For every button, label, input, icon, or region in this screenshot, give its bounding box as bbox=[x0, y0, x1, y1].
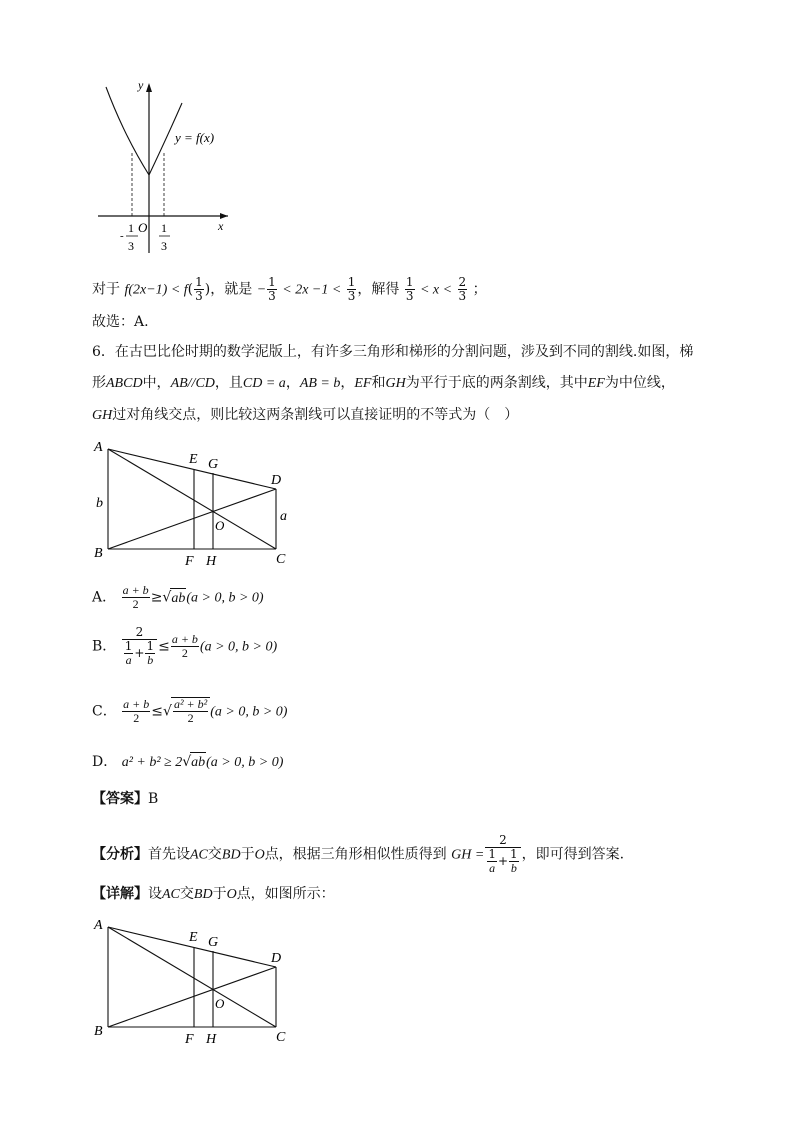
tick-pos-num: 1 bbox=[161, 221, 167, 235]
svg-text:C: C bbox=[276, 552, 286, 567]
svg-text:F: F bbox=[185, 554, 194, 569]
answer-line bbox=[92, 789, 158, 809]
question-line-3: GH过对角线交点，则比较这两条割线可以直接证明的不等式为（ ） bbox=[92, 407, 519, 423]
tick-pos-den: 3 bbox=[161, 239, 167, 253]
svg-text:D: D bbox=[271, 473, 282, 488]
svg-text:G: G bbox=[208, 457, 219, 472]
svg-text:E: E bbox=[189, 452, 198, 467]
svg-text:A: A bbox=[94, 440, 103, 455]
svg-text:a: a bbox=[280, 509, 287, 524]
function-graph bbox=[90, 75, 250, 260]
svg-text:F: F bbox=[185, 1032, 194, 1047]
svg-text:D: D bbox=[271, 951, 282, 966]
y-axis-arrow bbox=[146, 83, 152, 92]
option-b[interactable]: B． 2 $\frac{1}{a}$ + $\frac{1}{b}$ ≤ $\frac{a + b}{2}$ (a > 0, b > 0) bbox=[92, 625, 278, 667]
origin-label: O bbox=[138, 220, 148, 235]
y-axis-label: y bbox=[138, 78, 144, 92]
tick-neg-num: 1 bbox=[128, 221, 134, 235]
svg-text:O: O bbox=[215, 996, 225, 1011]
tick-neg-sign: - bbox=[120, 230, 124, 242]
svg-text:B: B bbox=[94, 1024, 103, 1039]
svg-text:C: C bbox=[276, 1030, 286, 1045]
curve-left bbox=[106, 87, 149, 175]
option-c[interactable]: C． $\frac{a + b}{2}$ ≤√ $\frac{\text{a² + b²}}{2}$ (a > 0, b > 0) bbox=[92, 697, 288, 725]
question-line-1: 6．在古巴比伦时期的数学泥版上，有许多三角形和梯形的分割问题，涉及到不同的割线.如图，梯 bbox=[92, 344, 694, 360]
question-line-2: 形ABCD中，AB//CD，且CD = a，AB = b，EF和GH为平行于底的两条割线，其中EF为中位线， bbox=[92, 375, 675, 391]
detail-line: 【详解】设AC交BD于O点，如图所示： bbox=[92, 886, 335, 902]
option-a[interactable]: A． $\frac{a + b}{2}$ ≥√ab(a > 0, b > 0) bbox=[92, 583, 264, 611]
x-axis-label: x bbox=[218, 219, 224, 233]
tick-neg-den: 3 bbox=[128, 239, 134, 253]
inequality-lhs: f(2x−1) < f bbox=[124, 282, 188, 298]
svg-text:b: b bbox=[96, 496, 103, 511]
svg-text:H: H bbox=[206, 554, 217, 569]
svg-text:B: B bbox=[94, 546, 103, 561]
option-d[interactable]: D． a² + b² ≥ 2√ab(a > 0, b > 0) bbox=[92, 752, 283, 773]
solution-line: 对于 f(2x−1) < f( $\frac{1}{3}$ )，就是 − $\frac{1}{3}$ < 2x −1 < $\frac{1}{3}$ ，解得 $\frac{1}{3}$ < x < $\frac{2}{3}$ ； bbox=[92, 275, 487, 303]
svg-text:A: A bbox=[94, 918, 103, 933]
svg-text:H: H bbox=[206, 1032, 217, 1047]
answer-value: B bbox=[148, 791, 159, 807]
trapezoid-figure bbox=[90, 437, 300, 572]
answer-tag: 【答案】 bbox=[92, 791, 148, 807]
svg-text:O: O bbox=[215, 518, 225, 533]
svg-text:G: G bbox=[208, 935, 219, 950]
curve-label: y = f(x) bbox=[175, 130, 215, 145]
choose-text: 故选：A. bbox=[92, 314, 149, 330]
svg-text:E: E bbox=[189, 930, 198, 945]
trapezoid-figure-2 bbox=[90, 915, 300, 1050]
analysis-line: 【分析】首先设AC交BD于O点，根据三角形相似性质得到 GH = 2 $\frac{1}{a}$ + $\frac{1}{b}$ ，即可得到答案. bbox=[92, 833, 625, 875]
